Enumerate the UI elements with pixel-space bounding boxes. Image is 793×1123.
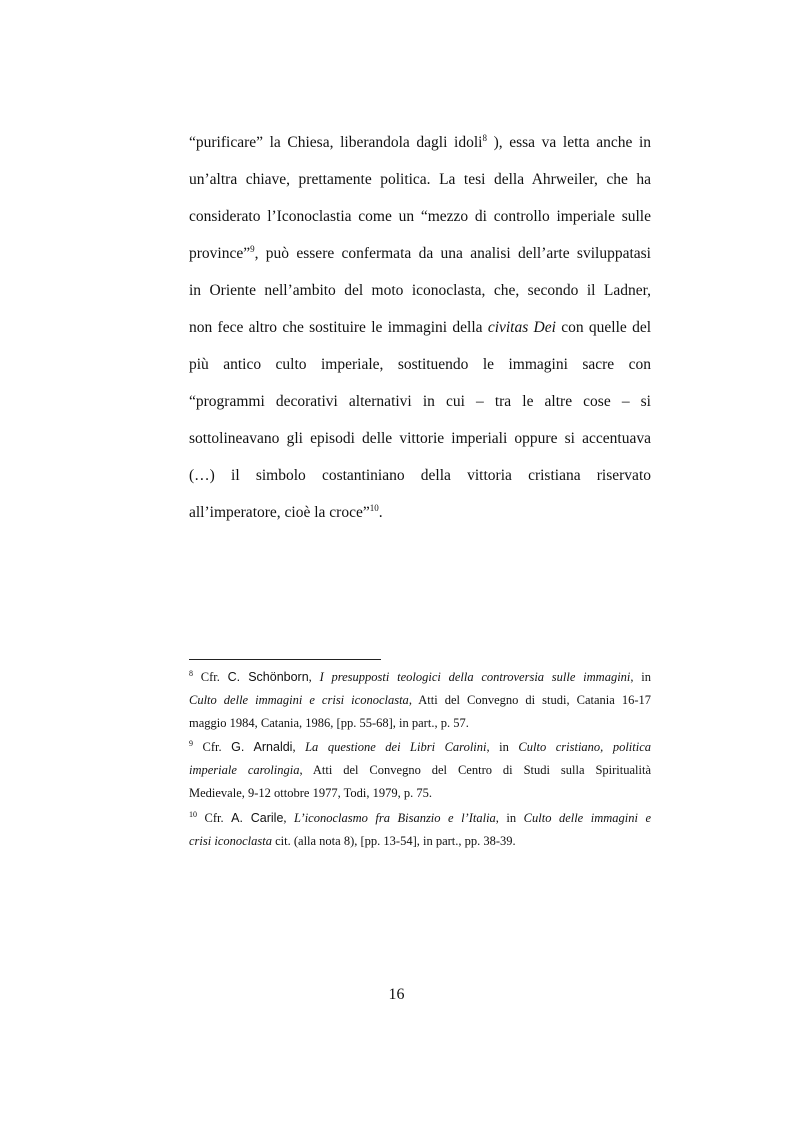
body-line-9: sottolineavano gli episodi delle vittorie imperiali oppure si accentuava [189,430,651,447]
footnote-10-line-1: $^{10}$ Cfr. A. Carile, L’iconoclasmo fra Bisanzio e l’Italia, in Culto delle immagini e [189,810,651,825]
footnote-author: G. Arnaldi [231,740,293,754]
footnote-9 [189,739,651,808]
footnote-ref-10[interactable]: 10 [369,503,379,513]
footnote-10-line-2: crisi iconoclasta cit. (alla nota 8), [pp. 13-54], in part., pp. 38-39. [189,834,516,848]
footnote-9-line-1: $^9$ Cfr. G. Arnaldi, La questione dei Libri Carolini, in Culto cristiano, politica [189,739,652,754]
footnote-8 [189,669,651,738]
footnote-ref-9[interactable]: 9 [250,244,255,254]
body-line-6: non fece altro che sostituire le immagini della civitas Dei con quelle del [189,319,652,336]
body-line-11: all’imperatore, cioè la croce”$^{10}$. [189,503,383,521]
footnote-10 [189,810,651,856]
body-line-3: considerato l’Iconoclastia come un “mezzo di controllo imperiale sulle [189,208,651,225]
body-line-8: “programmi decorativi alternativi in cui – tra le altre cose – si [189,393,651,410]
footnote-author: A. Carile [231,811,284,825]
footnote-8-line-2: Culto delle immagini e crisi iconoclasta, Atti del Convegno di studi, Catania 16-17 [189,693,651,707]
page-number: 16 [388,986,405,1003]
footnote-separator [189,659,381,660]
body-line-1: “purificare” la Chiesa, liberandola dagli idoli$^8$ ), essa va letta anche in [189,133,651,151]
footnote-9-line-3: Medievale, 9-12 ottobre 1977, Todi, 1979, p. 75. [189,786,432,800]
body-line-10: (…) il simbolo costantiniano della vittoria cristiana riservato [189,467,651,484]
body-line-7: più antico culto imperiale, sostituendo le immagini sacre con [189,356,651,373]
body-line-5: in Oriente nell’ambito del moto iconoclasta, che, secondo il Ladner, [189,282,651,299]
footnote-author: C. Schönborn [227,670,309,684]
footnote-8-line-1: $^8$ Cfr. C. Schönborn, I presupposti teologici della controversia sulle immagini, in [189,669,651,684]
footnote-ref-8[interactable]: 8 [482,133,487,143]
body-line-4: province”$^9$, può essere confermata da una analisi dell’arte sviluppatasi [189,244,651,262]
footnote-9-line-2: imperiale carolingia, Atti del Convegno del Centro di Studi sulla Spiritualità [189,763,651,777]
footnote-8-line-3: maggio 1984, Catania, 1986, [pp. 55-68], in part., p. 57. [189,716,469,730]
body-line-2: un’altra chiave, prettamente politica. La tesi della Ahrweiler, che ha [189,171,651,188]
